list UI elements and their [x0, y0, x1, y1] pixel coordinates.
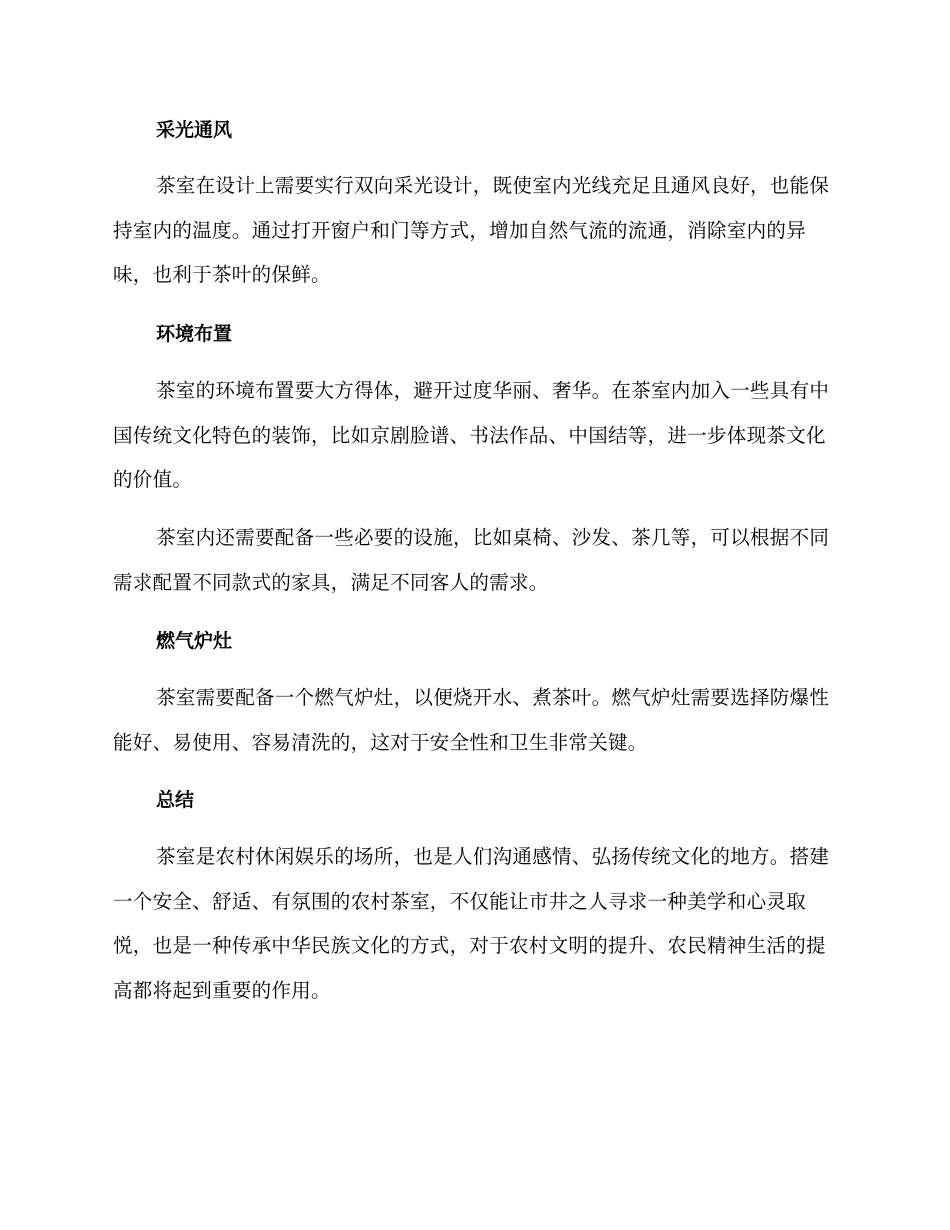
- paragraph-gas-stove: 茶室需要配备一个燃气炉灶，以便烧开水、煮茶叶。燃气炉灶需要选择防爆性能好、易使用、容易清洗的，这对于安全性和卫生非常关键。: [113, 686, 830, 754]
- section-heading-environment-layout: 环境布置: [156, 323, 233, 345]
- section-heading-gas-stove: 燃气炉灶: [156, 630, 233, 652]
- section-heading-summary: 总结: [156, 789, 195, 811]
- paragraph-environment-facilities: 茶室内还需要配备一些必要的设施，比如桌椅、沙发、茶几等，可以根据不同需求配置不同款式的家具，满足不同客人的需求。: [113, 526, 830, 594]
- paragraph-environment-decor: 茶室的环境布置要大方得体，避开过度华丽、奢华。在茶室内加入一些具有中国传统文化特色的装饰，比如京剧脸谱、书法作品、中国结等，进一步体现茶文化的价值。: [113, 379, 830, 491]
- section-heading-lighting-ventilation: 采光通风: [156, 119, 233, 141]
- paragraph-summary: 茶室是农村休闲娱乐的场所，也是人们沟通感情、弘扬传统文化的地方。搭建一个安全、舒适、有氛围的农村茶室，不仅能让市井之人寻求一种美学和心灵取悦，也是一种传承中华民族文化的方式，对于农村文明的提升、农民精神生活的提高都将起到重要的作用。: [113, 845, 830, 1002]
- paragraph-lighting-ventilation: 茶室在设计上需要实行双向采光设计，既使室内光线充足且通风良好，也能保持室内的温度。通过打开窗户和门等方式，增加自然气流的流通，消除室内的异味，也利于茶叶的保鲜。: [113, 174, 830, 286]
